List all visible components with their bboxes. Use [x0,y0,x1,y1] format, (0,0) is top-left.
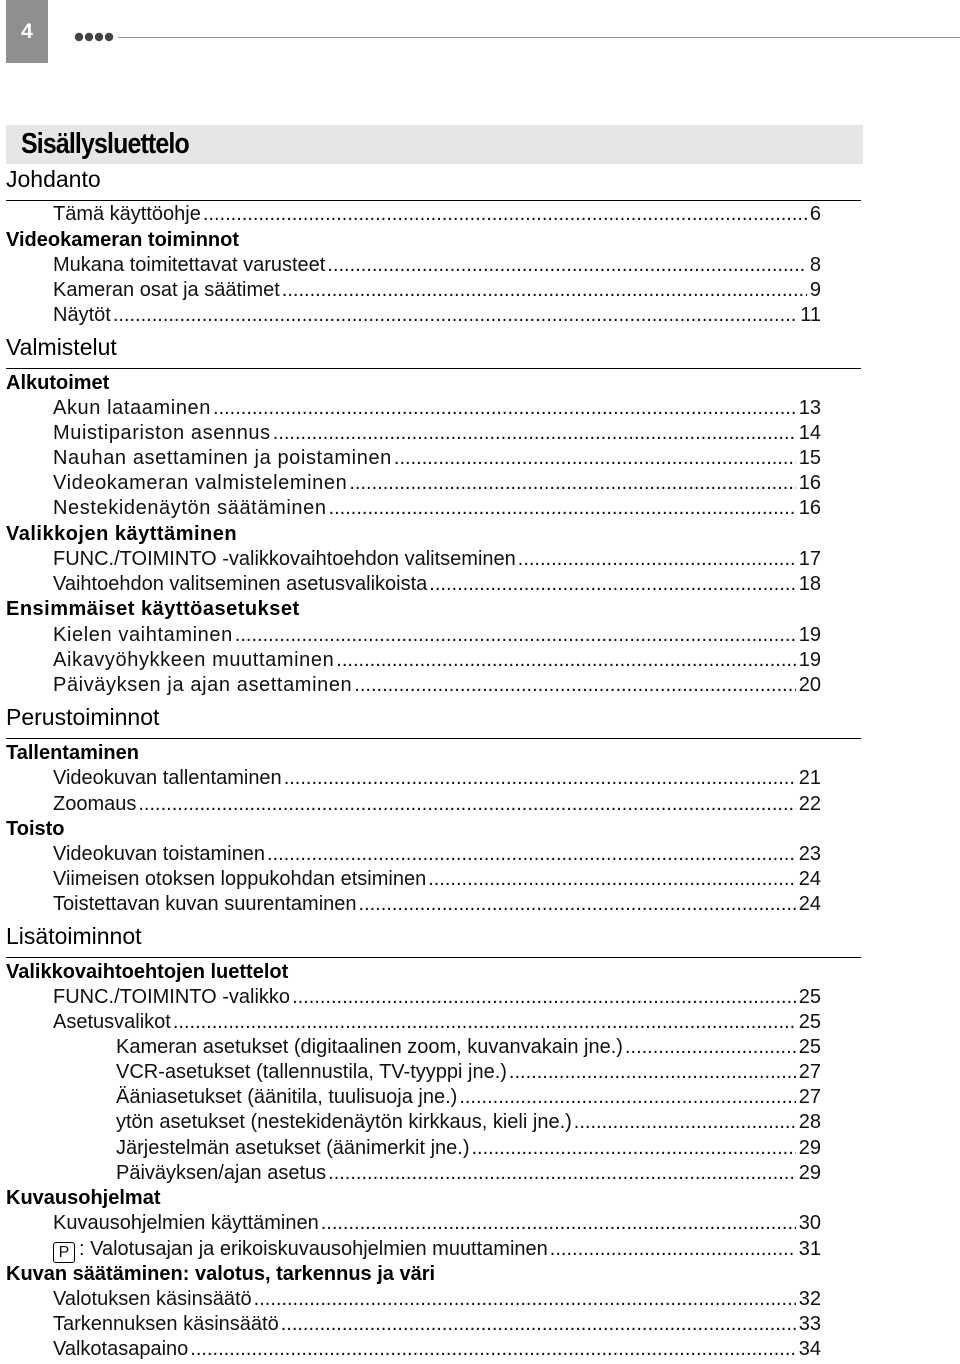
subsection-heading: Alkutoimet [6,372,110,394]
toc-page-number: 28 [798,1111,821,1133]
leader-dots [349,472,795,495]
toc-entry[interactable] [116,1036,821,1059]
leader-dots [281,1313,796,1336]
toc-entry-label: Ääniasetukset (äänitila, tuulisuoja jne.) [116,1086,458,1108]
leader-dots [254,1288,796,1311]
leader-dots [336,649,795,672]
toc-entry[interactable] [53,843,821,866]
toc-page-number: 17 [798,548,821,570]
toc-entry-label: Näytöt [53,304,111,326]
toc-entry-label: Videokuvan toistaminen [53,843,265,865]
leader-dots [328,1162,796,1185]
leader-dots [518,548,796,571]
toc-page-number: 8 [809,254,821,276]
leader-dots [459,1086,795,1109]
toc-entry-label: Toistettavan kuvan suurentaminen [53,893,357,915]
subsection-heading: Valikkojen käyttäminen [6,523,238,545]
toc-page-number: 29 [798,1162,821,1184]
toc-entry-label: Kameran asetukset (digitaalinen zoom, kuvanvakain jne.) [116,1036,623,1058]
section-rule [6,368,861,369]
toc-entry-label: Zoomaus [53,793,137,815]
toc-page-number: 25 [798,1011,821,1033]
leader-dots [327,254,807,277]
toc-entry[interactable] [53,497,821,520]
toc-entry[interactable] [53,1288,821,1311]
toc-entry[interactable] [53,279,821,302]
subsection-heading: Ensimmäiset käyttöasetukset [6,598,300,620]
toc-entry[interactable] [53,447,821,470]
toc-page-number: 25 [798,1036,821,1058]
toc-entry[interactable] [53,893,821,916]
section-heading-perustoiminnot: Perustoiminnot [6,704,160,730]
toc-entry[interactable] [53,674,821,697]
leader-dots [329,497,796,520]
toc-entry-label: Videokameran valmisteleminen [53,472,348,494]
leader-dots [394,447,796,470]
toc-entry[interactable] [53,793,821,816]
section-heading-lisatoiminnot: Lisätoiminnot [6,923,142,949]
toc-entry-label: Asetusvalikot [53,1011,171,1033]
toc-entry[interactable] [53,254,821,277]
leader-dots [267,843,796,866]
toc-entry[interactable] [116,1137,821,1160]
toc-entry-label: Akun lataaminen [53,397,211,419]
toc-entry-label: Järjestelmän asetukset (äänimerkit jne.) [116,1137,470,1159]
toc-entry-label: Valkotasapaino [53,1338,189,1360]
toc-entry-label: ytön asetukset (nestekidenäytön kirkkaus, kieli jne.) [116,1111,572,1133]
leader-dots [113,304,797,327]
toc-page-number: 11 [800,304,821,326]
toc-page-number: 24 [798,868,821,890]
toc-entry[interactable] [53,1313,821,1336]
toc-entry-label: FUNC./TOIMINTO -valikko [53,986,291,1008]
toc-entry-label: Päiväyksen/ajan asetus [116,1162,327,1184]
toc-page-number: 25 [798,986,821,1008]
toc-page-number: 6 [809,203,821,225]
toc-entry-label-text: : Valotusajan ja erikoiskuvausohjelmien muuttaminen [79,1238,548,1260]
section-rule [6,957,861,958]
leader-dots [213,397,796,420]
leader-dots [354,674,795,697]
toc-page-number: 31 [798,1238,821,1260]
toc-entry-label: Päiväyksen ja ajan asettaminen [53,674,353,696]
toc-page-number: 16 [798,497,821,519]
toc-page-number: 23 [798,843,821,865]
toc-entry[interactable] [53,573,821,596]
subsection-heading: Kuvausohjelmat [6,1187,161,1209]
toc-entry[interactable] [53,649,821,672]
toc-entry[interactable] [53,422,821,445]
leader-dots [292,986,796,1009]
toc-entry[interactable] [53,624,821,647]
toc-entry-label: Viimeisen otoksen loppukohdan etsiminen [53,868,427,890]
toc-entry-label: VCR-asetukset (tallennustila, TV-tyyppi jne.) [116,1061,507,1083]
toc-page-number: 16 [798,472,821,494]
toc-page-number: 13 [798,397,821,419]
toc-page-number: 27 [798,1086,821,1108]
toc-page-number: 19 [798,649,821,671]
toc-entry[interactable] [53,868,821,891]
toc-page-number: 24 [798,893,821,915]
leader-dots [471,1137,795,1160]
toc-entry[interactable] [53,203,821,226]
toc-entry[interactable] [53,1011,821,1034]
toc-entry-label [53,1238,548,1263]
toc-page-number: 30 [798,1212,821,1234]
page-title: Sisällysluettelo [21,128,189,160]
leader-dots [273,422,796,445]
toc-entry-label: Videokuvan tallentaminen [53,767,282,789]
toc-entry-label: Nestekidenäytön säätäminen [53,497,327,519]
leader-dots [190,1338,795,1361]
toc-entry[interactable] [116,1162,821,1185]
toc-entry-label: Kameran osat ja säätimet [53,279,280,301]
toc-entry-label: Kielen vaihtaminen [53,624,233,646]
subsection-heading: Valikkovaihtoehtojen luettelot [6,961,289,983]
toc-entry-label: Kuvausohjelmien käyttäminen [53,1212,319,1234]
subsection-heading: Toisto [6,818,65,840]
toc-entry[interactable] [53,472,821,495]
leader-dots [359,893,796,916]
toc-page-number: 20 [798,674,821,696]
toc-page-number: 21 [798,767,821,789]
toc-page-number: 14 [798,422,821,444]
toc-entry[interactable] [53,1238,821,1263]
toc-entry[interactable] [53,1212,821,1235]
toc-page-number: 15 [798,447,821,469]
leader-dots [203,203,807,226]
toc-page-number: 34 [798,1338,821,1360]
toc-page-number: 32 [798,1288,821,1310]
toc-entry[interactable] [53,304,821,327]
leader-dots [321,1212,796,1235]
toc-page-number: 18 [798,573,821,595]
leader-dots [550,1238,796,1261]
toc-entry[interactable] [116,1061,821,1084]
toc-entry[interactable] [53,548,821,571]
toc-entry-label: Mukana toimitettavat varusteet [53,254,326,276]
toc-page-number: 9 [809,279,821,301]
toc-entry-label: Tarkennuksen käsinsäätö [53,1313,279,1335]
section-heading-valmistelut: Valmistelut [6,334,117,360]
toc-entry-label: Nauhan asettaminen ja poistaminen [53,447,392,469]
leader-dots [429,573,795,596]
subsection-heading: Tallentaminen [6,742,139,764]
toc-entry[interactable] [53,986,821,1009]
toc-entry-label: Muistipariston asennus [53,422,271,444]
toc-entry-label: Vaihtoehdon valitseminen asetusvalikoista [53,573,428,595]
toc-page-number: 33 [798,1313,821,1335]
toc-page-number: 19 [798,624,821,646]
program-ae-p-icon: P [53,1242,75,1263]
toc-entry[interactable] [116,1086,821,1109]
section-rule [6,738,861,739]
toc-page-number: 27 [798,1061,821,1083]
leader-dots [282,279,807,302]
toc-page-number: 22 [798,793,821,815]
toc-entry-label: FUNC./TOIMINTO -valikkovaihtoehdon valitseminen [53,548,516,570]
leader-dots [428,868,796,891]
toc-entry[interactable] [53,1338,821,1361]
leader-dots [173,1011,796,1034]
subsection-heading: Videokameran toiminnot [6,229,240,251]
toc-entry[interactable] [53,767,821,790]
section-heading-johdanto: Johdanto [6,166,101,192]
toc-entry-label: Tämä käyttöohje [53,203,201,225]
toc-entry-label: Valotuksen käsinsäätö [53,1288,252,1310]
leader-dots [235,624,796,647]
leader-dots [509,1061,796,1084]
leader-dots [574,1111,796,1134]
section-rule [6,200,861,201]
leader-dots [625,1036,796,1059]
toc-entry[interactable] [116,1111,821,1134]
subsection-heading: Kuvan säätäminen: valotus, tarkennus ja väri [6,1263,436,1285]
page-number: 4 [21,19,33,43]
leader-dots [138,793,795,816]
toc-page-number: 29 [798,1137,821,1159]
leader-dots [284,767,796,790]
toc-entry[interactable] [53,397,821,420]
toc-entry-label: Aikavyöhykkeen muuttaminen [53,649,335,671]
